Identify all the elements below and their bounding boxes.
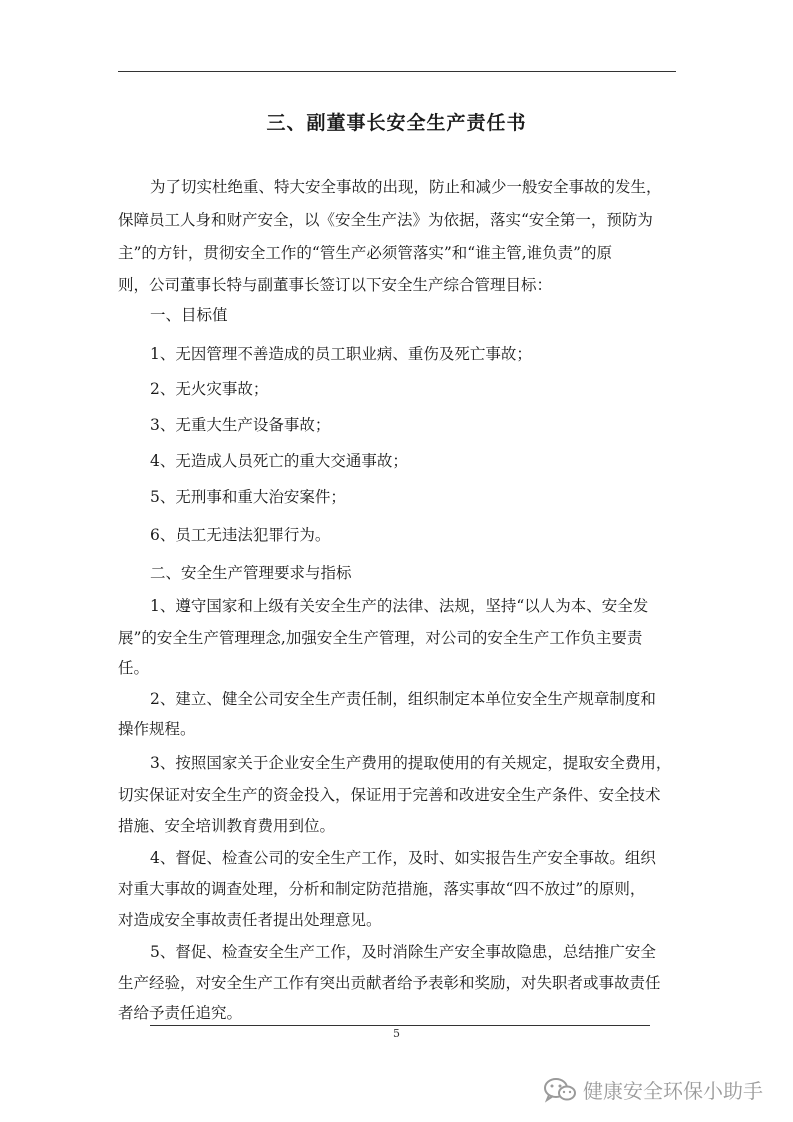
section2-item-2-line-1: 2、建立、健全公司安全生产责任制，组织制定本单位安全生产规章制度和 [150, 690, 656, 708]
header-rule [118, 71, 676, 72]
section1-item-3: 3、无重大生产设备事故； [150, 416, 331, 434]
section2-item-3-line-1: 3、按照国家关于企业安全生产费用的提取使用的有关规定，提取安全费用， [150, 754, 672, 772]
page-number: 5 [393, 1027, 400, 1040]
wechat-icon [543, 1077, 577, 1103]
section2-item-5-line-2: 生产经验，对安全生产工作有突出贡献者给予表彰和奖励，对失职者或事故责任 [118, 974, 661, 992]
section1-heading: 一、目标值 [150, 306, 228, 324]
section2-item-1-line-2: 展”的安全生产管理理念,加强安全生产管理，对公司的安全生产工作负主要责 [118, 629, 643, 647]
section2-item-3-line-2: 切实保证对安全生产的资金投入，保证用于完善和改进安全生产条件、安全技术 [118, 786, 661, 804]
section2-item-4-line-2: 对重大事故的调查处理，分析和制定防范措施，落实事故“四不放过”的原则， [118, 880, 646, 898]
section1-item-1: 1、无因管理不善造成的员工职业病、重伤及死亡事故； [150, 345, 532, 363]
section2-item-1-line-3: 任。 [118, 659, 150, 677]
document-title: 三、副董事长安全生产责任书 [266, 112, 527, 134]
section2-item-2-line-2: 操作规程。 [118, 720, 196, 738]
intro-line-3: 主”的方针，贯彻安全工作的“管生产必须管落实”和“谁主管,谁负责”的原 [118, 244, 613, 262]
watermark-text: 健康安全环保小助手 [583, 1079, 763, 1103]
section2-item-4-line-1: 4、督促、检查公司的安全生产工作，及时、如实报告生产安全事故。组织 [150, 849, 656, 867]
section2-item-3-line-3: 措施、安全培训教育费用到位。 [118, 817, 336, 835]
section2-heading: 二、安全生产管理要求与指标 [150, 564, 352, 582]
intro-line-4: 则，公司董事长特与副董事长签订以下安全生产综合管理目标： [118, 276, 553, 294]
section1-item-4: 4、无造成人员死亡的重大交通事故； [150, 452, 408, 470]
section2-item-1-line-1: 1、遵守国家和上级有关安全生产的法律、法规，坚持“以人为本、安全发 [150, 597, 649, 615]
section2-item-5-line-3: 者给予责任追究。 [118, 1004, 243, 1022]
footer-rule [150, 1025, 650, 1026]
section1-item-6: 6、员工无违法犯罪行为。 [150, 526, 331, 544]
section1-item-5: 5、无刑事和重大治安案件； [150, 488, 346, 506]
intro-line-2: 保障员工人身和财产安全，以《安全生产法》为依据，落实“安全第一，预防为 [118, 211, 653, 229]
intro-line-1: 为了切实杜绝重、特大安全事故的出现，防止和减少一般安全事故的发生， [150, 178, 662, 196]
watermark [543, 1075, 763, 1104]
section2-item-5-line-1: 5、督促、检查安全生产工作，及时消除生产安全事故隐患，总结推广安全 [150, 943, 656, 961]
section1-item-2: 2、无火灾事故； [150, 380, 269, 398]
section2-item-4-line-3: 对造成安全事故责任者提出处理意见。 [118, 911, 382, 929]
